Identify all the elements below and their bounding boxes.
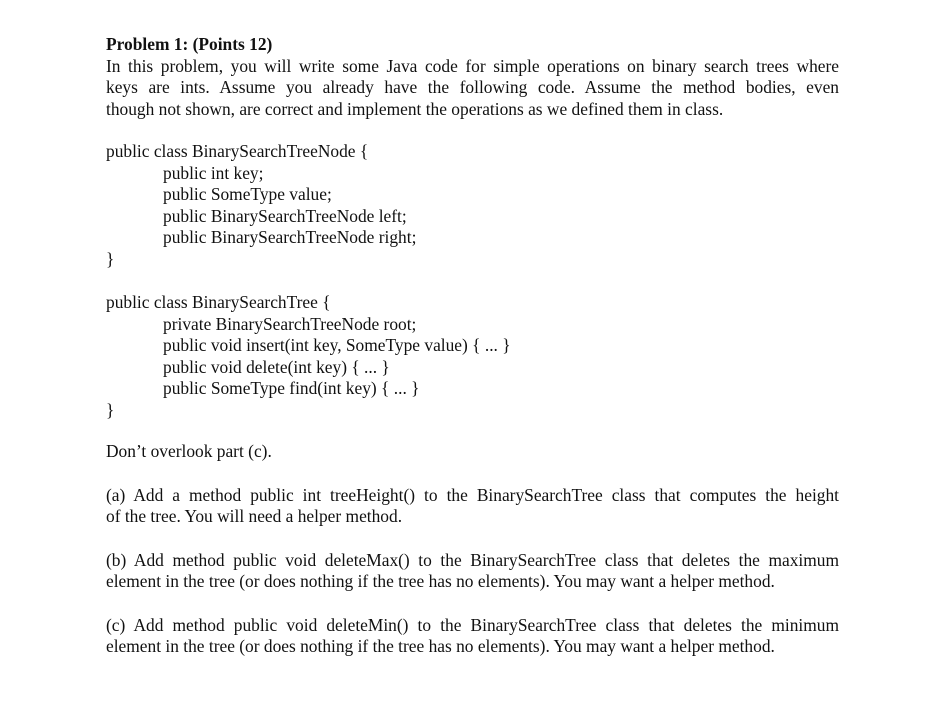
node-class-header: public class BinarySearchTreeNode { xyxy=(106,141,369,161)
tree-class-header: public class BinarySearchTree { xyxy=(106,292,331,312)
part-a-line-2: of the tree. You will need a helper method. xyxy=(106,506,403,526)
problem-title: Problem 1: (Points 12) xyxy=(106,34,273,54)
part-b xyxy=(106,550,839,593)
tree-class-close: } xyxy=(106,399,115,420)
node-field-key: public int key; xyxy=(163,162,264,183)
tree-member-root: private BinarySearchTreeNode root; xyxy=(163,313,417,334)
node-class-code xyxy=(106,141,846,270)
tree-member-insert: public void insert(int key, SomeType value) { ... } xyxy=(163,335,511,355)
intro-line-1: In this problem, you will write some Java code for simple operations on binary search trees where xyxy=(106,55,839,76)
node-class-close: } xyxy=(106,248,115,269)
part-c-line-2: element in the tree (or does nothing if the tree has no elements). You may want a helper method. xyxy=(106,636,775,656)
overlook-note: Don’t overlook part (c). xyxy=(106,441,272,461)
problem-intro xyxy=(106,56,846,121)
part-a-line-1: (a) Add a method public int treeHeight() to the BinarySearchTree class that computes the height xyxy=(106,484,839,505)
intro-line-3: though not shown, are correct and implement the operations as we defined them in class. xyxy=(106,98,724,119)
tree-member-find: public SomeType find(int key) { ... } xyxy=(163,378,420,398)
part-b-line-1: (b) Add method public void deleteMax() to the BinarySearchTree class that deletes the maximum xyxy=(106,549,839,570)
node-field-right: public BinarySearchTreeNode right; xyxy=(163,227,417,247)
part-c-line-1: (c) Add method public void deleteMin() to the BinarySearchTree class that deletes the minimum xyxy=(106,614,839,635)
problem-document xyxy=(106,34,846,658)
part-b-line-2: element in the tree (or does nothing if the tree has no elements). You may want a helper method. xyxy=(106,571,775,591)
node-field-value: public SomeType value; xyxy=(163,184,332,204)
tree-class-code xyxy=(106,292,846,421)
part-a xyxy=(106,485,839,528)
part-c xyxy=(106,615,839,658)
node-field-left: public BinarySearchTreeNode left; xyxy=(163,205,407,226)
tree-member-delete: public void delete(int key) { ... } xyxy=(163,356,390,377)
intro-line-2: keys are ints. Assume you already have the following code. Assume the method bodies, even xyxy=(106,77,839,97)
